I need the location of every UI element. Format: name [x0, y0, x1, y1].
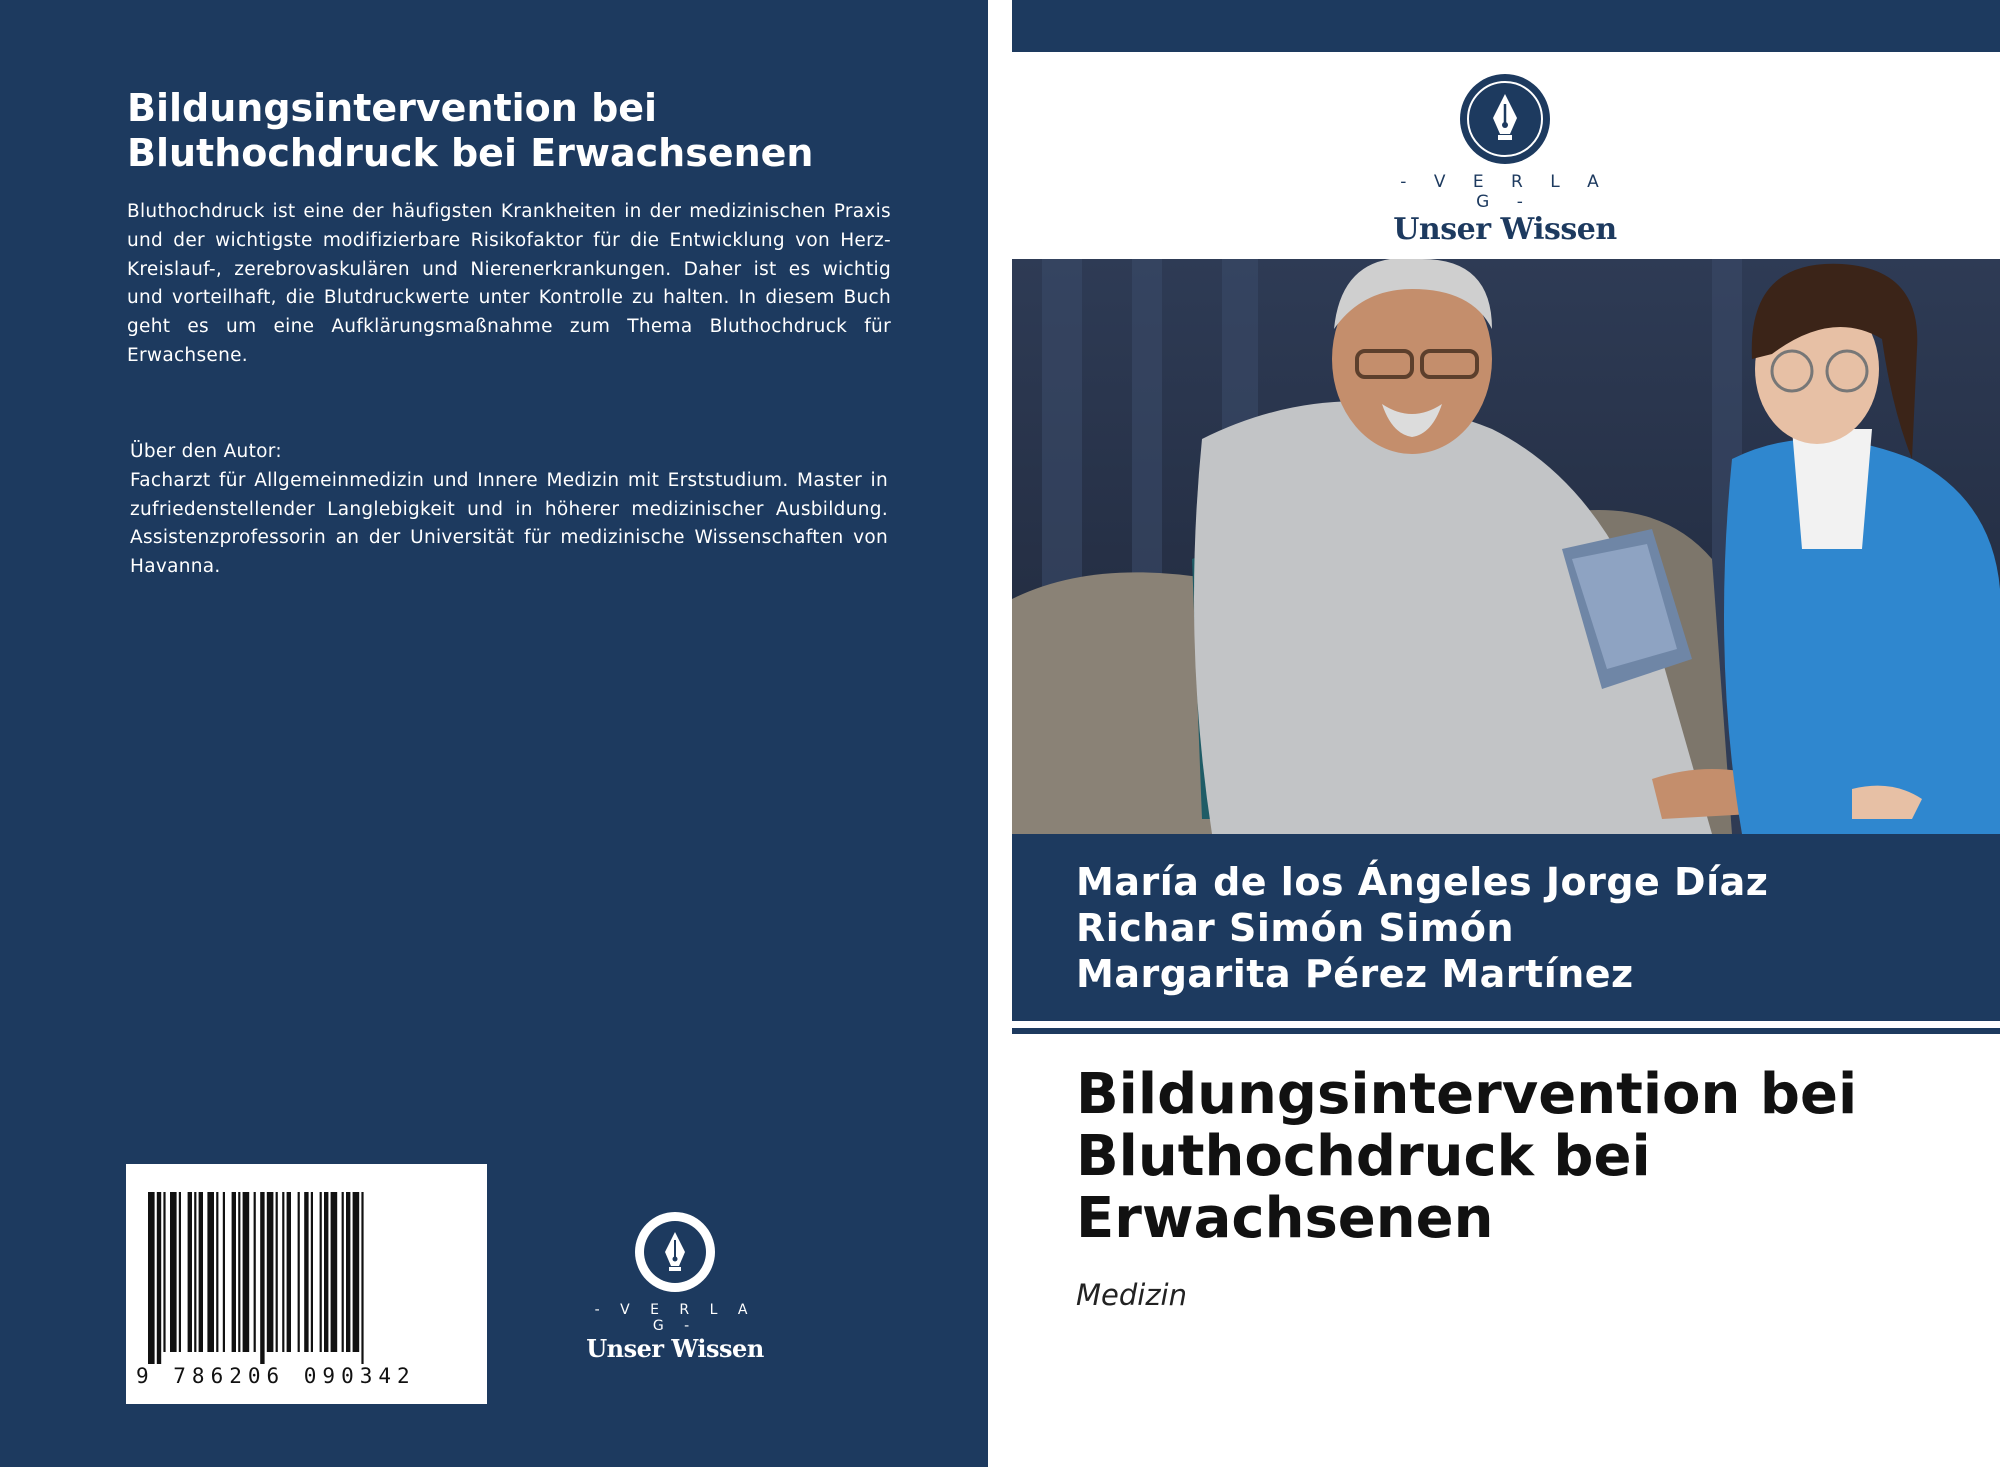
barcode-bar — [207, 1192, 214, 1352]
series-label: Medizin — [1076, 1278, 1187, 1312]
barcode-bar — [361, 1192, 363, 1364]
cover-photo-blood-pressure-check — [1012, 259, 2000, 834]
barcode-bar — [320, 1192, 322, 1352]
barcode-bar — [304, 1192, 308, 1352]
divider-rule — [1012, 1028, 2000, 1034]
author-bio-text: Facharzt für Allgemeinmedizin und Innere Medizin mit Erststudium. Master in zufriedenstellender Langlebigkeit und in höherer medizinischer Ausbildung. Assistenzprofessorin an der Universität für medizinische Wissenschaften von Havanna. — [130, 469, 888, 578]
barcode-bar — [188, 1192, 192, 1352]
back-publisher-name: Unser Wissen — [586, 1334, 764, 1363]
author-bio — [130, 438, 888, 582]
front-top-band — [1012, 0, 2000, 52]
barcode-bar — [298, 1192, 300, 1352]
back-publisher-logo — [585, 1210, 765, 1363]
front-publisher-verlag: - V E R L A G - — [1400, 172, 1610, 212]
barcode-bar — [342, 1192, 344, 1352]
barcode-bar — [353, 1192, 360, 1352]
barcode-bar — [267, 1192, 274, 1352]
back-cover-blurb: Bluthochdruck ist eine der häufigsten Krankheiten in der medizinischen Praxis und der wichtigste modifizierbare Risikofaktor für die Entwicklung von Herz-Kreislauf-, zerebrovaskulären und Nierenerkrankungen. Daher ist es wichtig und vorteilhaft, die Blutdruckwerte unter Kontrolle zu halten. In diesem Buch geht es um eine Aufklärungsmaßnahme zum Thema Bluthochdruck für Erwachsene. — [127, 201, 891, 366]
front-cover — [1012, 0, 2000, 1467]
author-bio-heading: Über den Autor: — [130, 441, 282, 462]
barcode-bar — [276, 1192, 278, 1352]
front-publisher-logo — [1385, 72, 1625, 247]
author-name: Richar Simón Simón — [1076, 906, 1515, 950]
isbn-barcode — [126, 1164, 487, 1404]
front-publisher-name: Unser Wissen — [1393, 212, 1617, 247]
isbn-digits: 9 786206 090342 — [136, 1364, 416, 1388]
barcode-bar — [238, 1192, 240, 1352]
barcode-bar — [254, 1192, 256, 1352]
barcode-bar — [311, 1192, 313, 1352]
barcode-bar — [324, 1192, 328, 1352]
front-cover-title: Bildungsintervention bei Bluthochdruck bei Erwachsenen — [1076, 1062, 1858, 1251]
barcode-bar — [216, 1192, 218, 1352]
barcode-bar — [199, 1192, 203, 1352]
barcode-bars — [126, 1164, 487, 1369]
author-name: Margarita Pérez Martínez — [1076, 952, 1634, 996]
barcode-bar — [287, 1192, 291, 1352]
barcode-bar — [170, 1192, 177, 1352]
back-publisher-verlag: - V E R L A G - — [594, 1302, 756, 1334]
barcode-bar — [346, 1192, 350, 1352]
barcode-bar — [148, 1192, 155, 1364]
barcode-bar — [194, 1192, 196, 1352]
barcode-bar — [179, 1192, 181, 1352]
barcode-bar — [232, 1192, 236, 1352]
fountain-pen-nib-icon — [633, 1210, 717, 1294]
barcode-bar — [243, 1192, 250, 1352]
barcode-bar — [157, 1192, 161, 1364]
back-cover — [0, 0, 988, 1467]
back-cover-title: Bildungsintervention bei Bluthochdruck bei Erwachsenen — [127, 86, 814, 175]
barcode-bar — [260, 1192, 264, 1364]
authors-band — [1012, 834, 2000, 1021]
barcode-bar — [163, 1192, 165, 1352]
barcode-bar — [331, 1192, 338, 1352]
barcode-bar — [282, 1192, 284, 1352]
barcode-bar — [223, 1192, 225, 1352]
author-name: María de los Ángeles Jorge Díaz — [1076, 860, 1769, 904]
fountain-pen-nib-icon — [1458, 72, 1552, 166]
